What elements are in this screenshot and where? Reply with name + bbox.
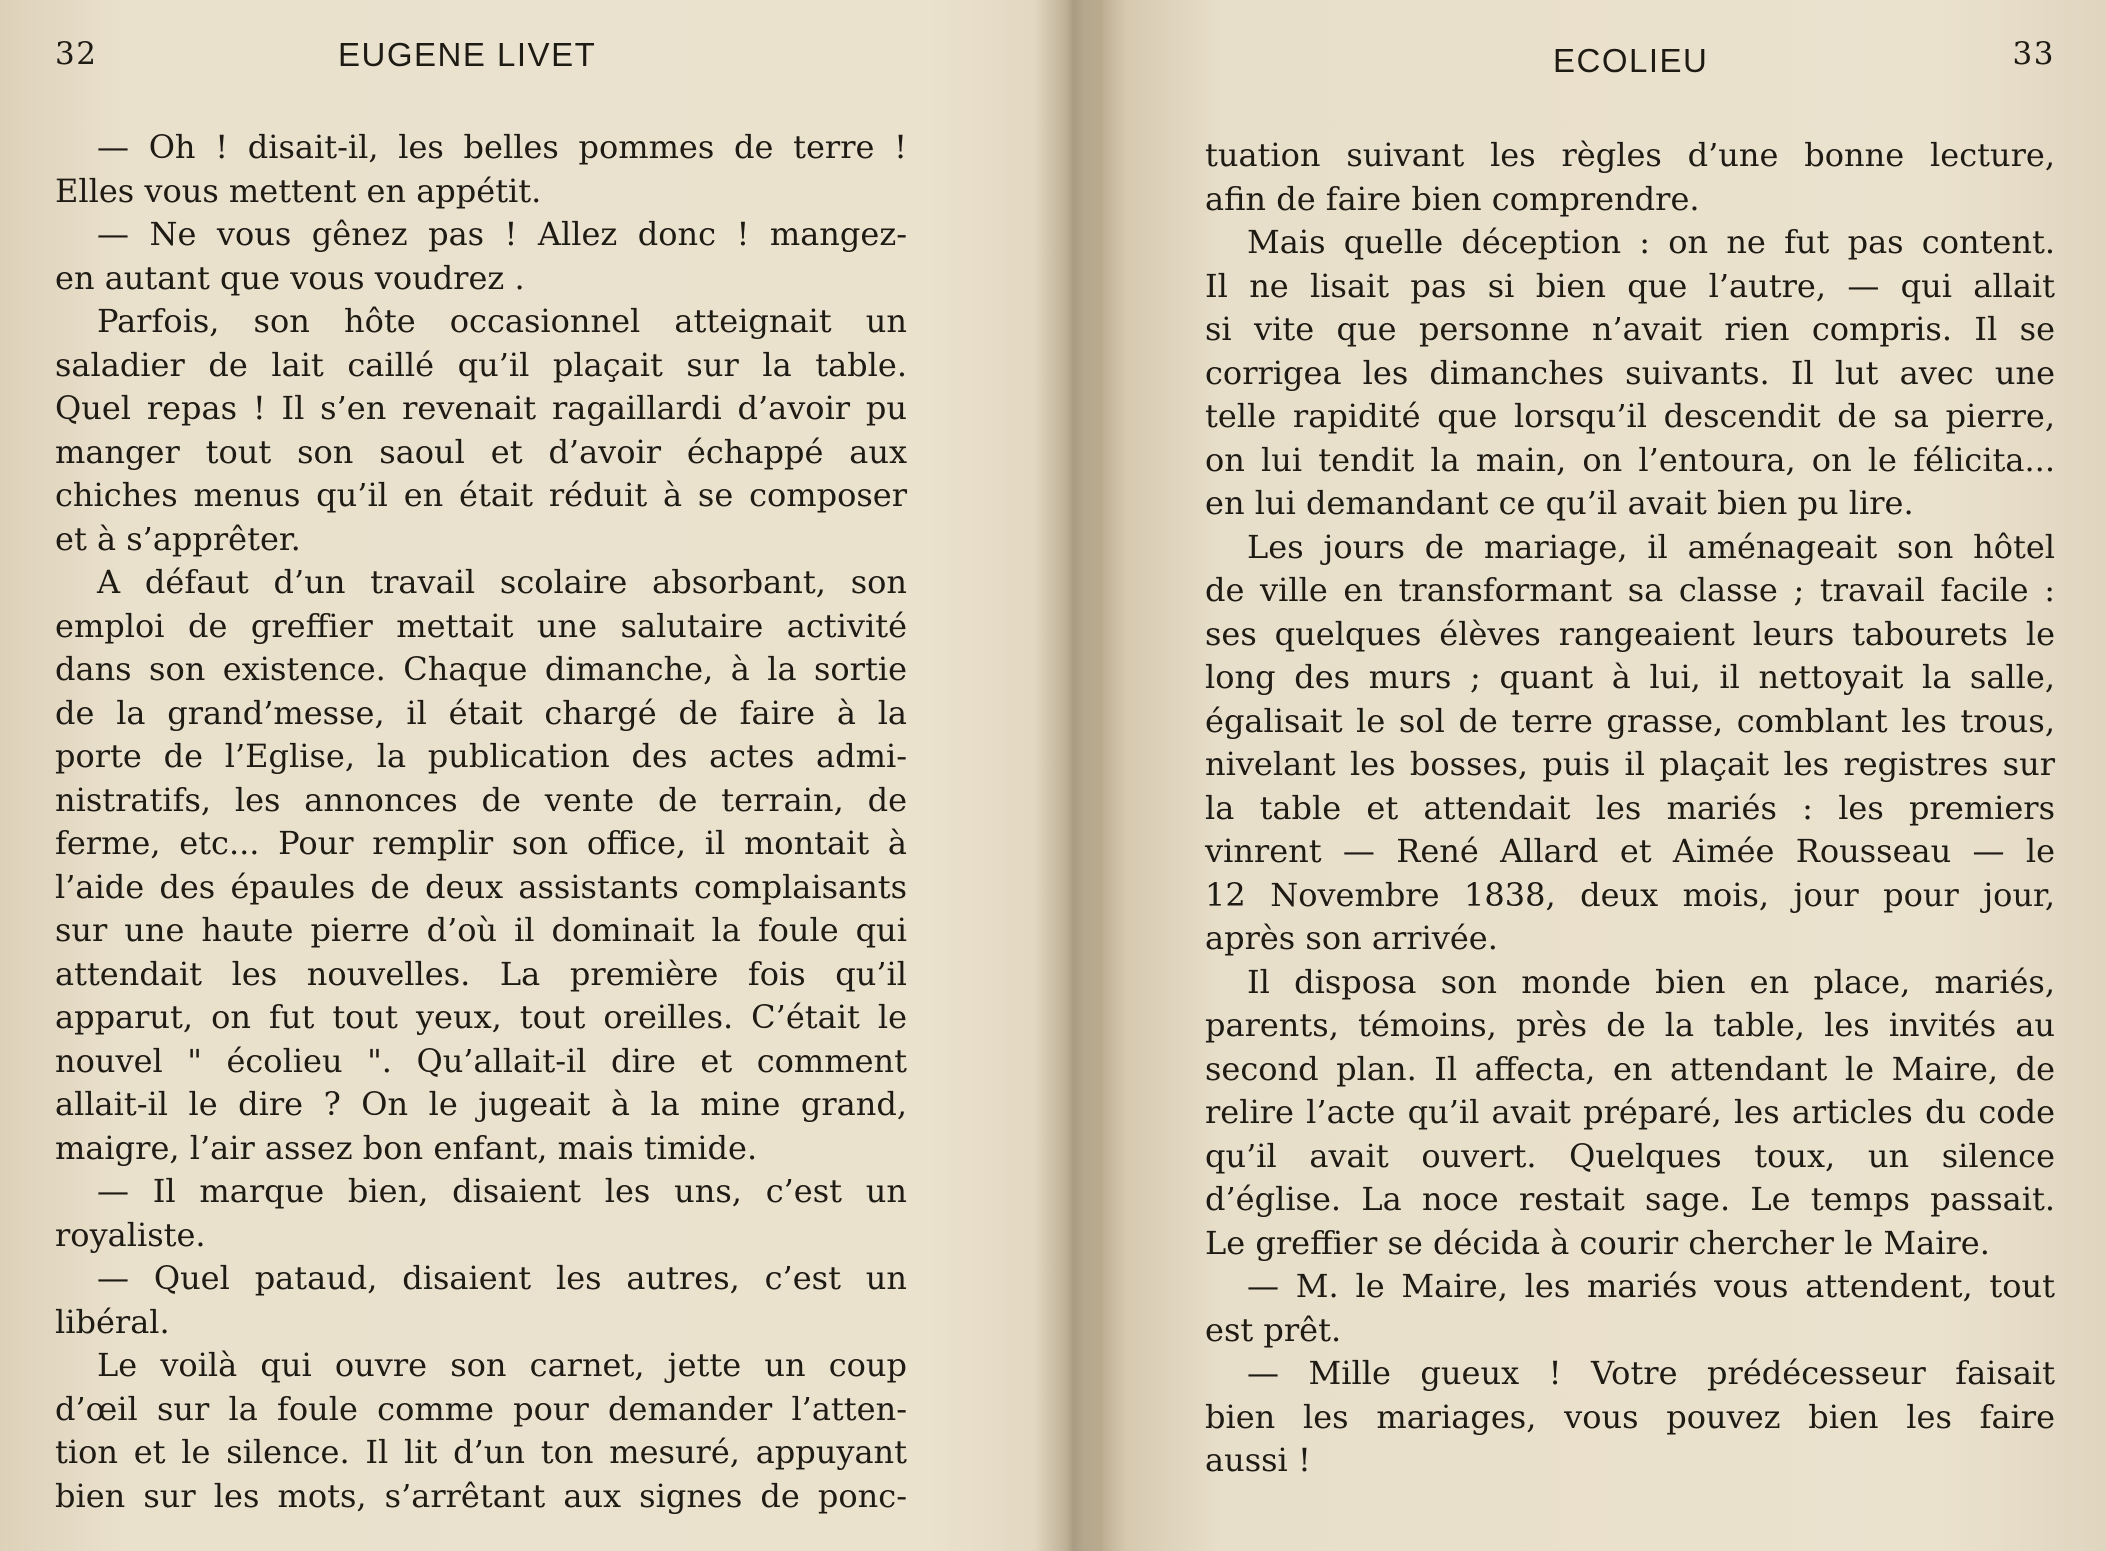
text-line: corrigea les dimanches suivants. Il lut avec une — [1205, 353, 2055, 392]
text-line: porte de l’Eglise, la publication des actes admi- — [55, 737, 907, 775]
text-line: manger tout son saoul et d’avoir échappé aux — [55, 432, 907, 471]
text-line: allait-il le dire ? On le jugeait à la mine grand, — [55, 1085, 907, 1123]
text-line: tion et le silence. Il lit d’un ton mesuré, appuyant — [55, 1433, 907, 1471]
text-line: Le greffier se décida à courir chercher le Maire. — [1205, 1223, 1990, 1262]
text-line: en lui demandant ce qu’il avait bien pu lire. — [1205, 484, 1914, 522]
text-line: de la grand’messe, il était chargé de faire à la — [55, 693, 907, 732]
text-line: d’œil sur la foule comme pour demander l’atten- — [55, 1389, 907, 1428]
text-line: qu’il avait ouvert. Quelques toux, un silence — [1205, 1136, 2055, 1175]
text-line: — Il marque bien, disaient les uns, c’est un — [97, 1172, 907, 1210]
text-line: — M. le Maire, les mariés vous attendent, tout — [1247, 1267, 2055, 1305]
text-line: et à s’apprêter. — [55, 519, 301, 558]
text-line: sur une haute pierre d’où il dominait la foule qui — [55, 911, 907, 949]
text-line: libéral. — [55, 1302, 170, 1341]
page-number: 33 — [2012, 36, 2055, 72]
text-line: ses quelques élèves rangeaient leurs tabourets le — [1205, 614, 2055, 653]
text-line: Mais quelle déception : on ne fut pas content. — [1247, 223, 2055, 261]
right-running-head — [1205, 36, 2055, 96]
text-line: vinrent — René Allard et Aimée Rousseau — le — [1205, 832, 2055, 870]
text-line: si vite que personne n’avait rien compris. Il se — [1205, 310, 2055, 348]
running-head-title: ECOLIEU — [1553, 42, 1709, 79]
left-page — [55, 0, 907, 1551]
text-line: chiches menus qu’il en était réduit à se composer — [55, 476, 907, 514]
text-line: la table et attendait les mariés : les premiers — [1205, 788, 2055, 827]
text-line: saladier de lait caillé qu’il plaçait sur la table. — [55, 345, 907, 384]
text-line: Parfois, son hôte occasionnel atteignait un — [97, 302, 907, 340]
text-line: nouvel " écolieu ". Qu’allait-il dire et comment — [55, 1041, 907, 1080]
text-line: après son arrivée. — [1205, 919, 1498, 957]
text-line: — Ne vous gênez pas ! Allez donc ! mangez- — [97, 215, 907, 253]
text-line: nistratifs, les annonces de vente de terrain, de — [55, 780, 907, 819]
text-line: bien sur les mots, s’arrêtant aux signes de ponc- — [55, 1476, 907, 1515]
text-line: Les jours de mariage, il aménageait son hôtel — [1247, 527, 2055, 566]
text-line: 12 Novembre 1838, deux mois, jour pour jour, — [1205, 875, 2055, 914]
right-page-body — [1205, 134, 2055, 1483]
text-line: bien les mariages, vous pouvez bien les faire — [1205, 1397, 2055, 1436]
text-line: on lui tendit la main, on l’entoura, on le félicita... — [1205, 440, 2055, 479]
text-line: de ville en transformant sa classe ; travail facile : — [1205, 571, 2055, 609]
text-line: Il ne lisait pas si bien que l’autre, — qui allait — [1205, 266, 2055, 305]
text-line: telle rapidité que lorsqu’il descendit de sa pierre, — [1205, 397, 2055, 435]
text-line: royaliste. — [55, 1215, 206, 1254]
text-line: second plan. Il affecta, en attendant le Maire, de — [1205, 1049, 2055, 1088]
left-running-head — [55, 36, 907, 96]
right-page — [1205, 0, 2055, 1551]
text-line: tuation suivant les règles d’une bonne lecture, — [1205, 136, 2055, 174]
text-line: aussi ! — [1205, 1441, 1311, 1479]
page-number: 32 — [55, 36, 98, 72]
text-line: — Oh ! disait-il, les belles pommes de terre ! — [97, 128, 907, 166]
text-line: emploi de greffier mettait une salutaire activité — [55, 606, 907, 645]
text-line: nivelant les bosses, puis il plaçait les registres sur — [1205, 745, 2055, 783]
text-line: attendait les nouvelles. La première fois qu’il — [55, 954, 907, 993]
text-line: en autant que vous voudrez . — [55, 258, 525, 297]
text-line: parents, témoins, près de la table, les invités au — [1205, 1006, 2055, 1044]
text-line: Quel repas ! Il s’en revenait ragaillardi d’avoir pu — [55, 389, 907, 427]
text-line: — Mille gueux ! Votre prédécesseur faisait — [1247, 1354, 2055, 1392]
text-line: relire l’acte qu’il avait préparé, les articles du code — [1205, 1093, 2055, 1131]
text-line: — Quel pataud, disaient les autres, c’est un — [97, 1259, 907, 1297]
text-line: Le voilà qui ouvre son carnet, jette un coup — [97, 1346, 907, 1384]
text-line: long des murs ; quant à lui, il nettoyait la salle, — [1205, 658, 2055, 696]
text-line: est prêt. — [1205, 1310, 1342, 1349]
text-line: afin de faire bien comprendre. — [1205, 179, 1700, 218]
text-line: ferme, etc... Pour remplir son office, il montait à — [55, 824, 907, 862]
text-line: l’aide des épaules de deux assistants complaisants — [55, 867, 907, 906]
text-line: d’église. La noce restait sage. Le temps passait. — [1205, 1180, 2055, 1218]
text-line: dans son existence. Chaque dimanche, à la sortie — [55, 650, 907, 688]
book-gutter — [1035, 0, 1105, 1551]
text-line: Elles vous mettent en appétit. — [55, 171, 542, 210]
text-line: A défaut d’un travail scolaire absorbant, son — [97, 563, 907, 601]
text-line: Il disposa son monde bien en place, mariés, — [1247, 962, 2055, 1001]
running-head-title: EUGENE LIVET — [338, 36, 597, 73]
text-line: apparut, on fut tout yeux, tout oreilles. C’était le — [55, 998, 907, 1036]
text-line: maigre, l’air assez bon enfant, mais timide. — [55, 1128, 758, 1167]
left-page-body — [55, 126, 907, 1518]
text-line: égalisait le sol de terre grasse, comblant les trous, — [1205, 701, 2055, 740]
